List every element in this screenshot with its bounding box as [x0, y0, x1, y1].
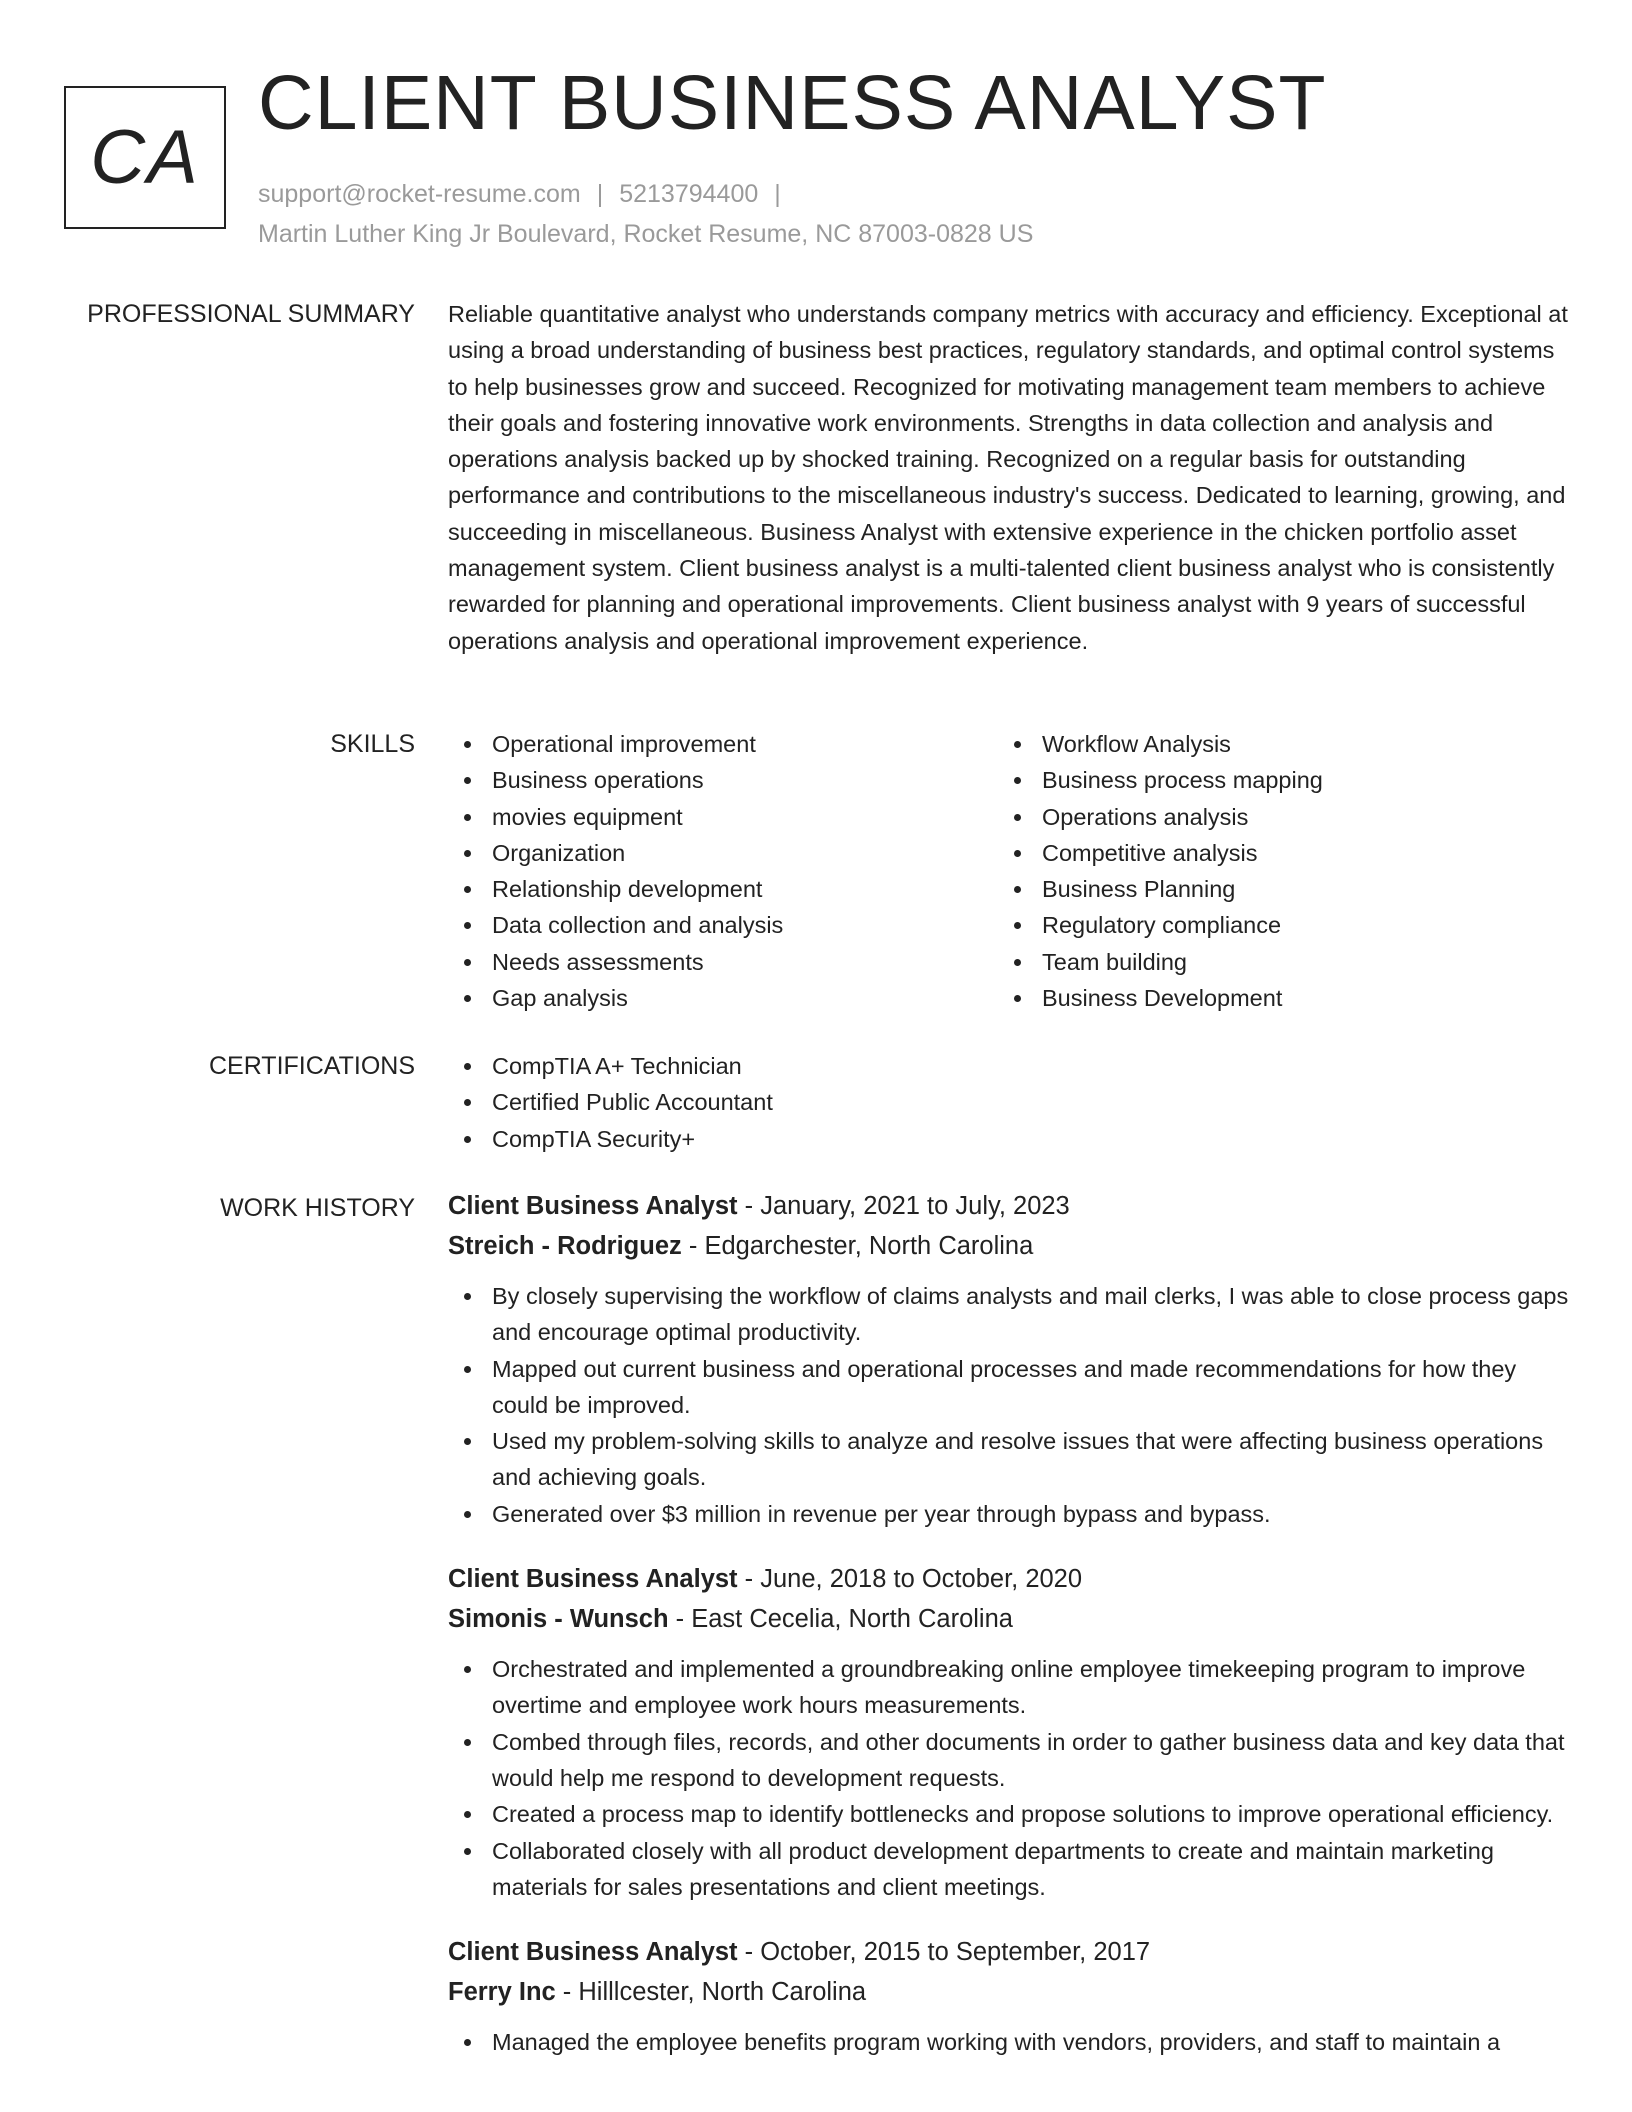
list-item: Combed through files, records, and other documents in order to gather business data and key data that would help me respond to development requests. [448, 1724, 1570, 1797]
job-entry [448, 1559, 1570, 1905]
contact-info [258, 174, 1033, 254]
list-item: Created a process map to identify bottlenecks and propose solutions to improve operational efficiency. [448, 1796, 1570, 1832]
job-company: Simonis - Wunsch [448, 1605, 669, 1634]
job-title-line [448, 1559, 1570, 1599]
job-company-line [448, 1599, 1570, 1639]
job-title-line [448, 1932, 1570, 1972]
job-title: Client Business Analyst [448, 1192, 738, 1220]
skills-list-left [448, 726, 998, 1016]
job-company: Streich - Rodriguez [448, 1232, 682, 1260]
list-item: movies equipment [448, 799, 998, 835]
separator: | [596, 180, 604, 208]
list-item: Gap analysis [448, 980, 998, 1016]
list-item: Orchestrated and implemented a groundbreaking online employee timekeeping program to improve overtime and employee work hours measurements. [448, 1651, 1570, 1724]
section-label-skills: SKILLS [330, 730, 415, 758]
job-title: Client Business Analyst [448, 1938, 738, 1967]
list-item: Managed the employee benefits program working with vendors, providers, and staff to maintain a [448, 2024, 1570, 2060]
list-item: Business operations [448, 762, 998, 798]
section-label-summary: PROFESSIONAL SUMMARY [87, 300, 415, 328]
job-bullets [448, 1651, 1570, 1905]
list-item: Operations analysis [998, 799, 1548, 835]
list-item: Data collection and analysis [448, 907, 998, 943]
list-item: Mapped out current business and operational processes and made recommendations for how they could be improved. [448, 1351, 1570, 1424]
job-entry [448, 1932, 1570, 2060]
skills-columns [448, 726, 1570, 1016]
list-item: Operational improvement [448, 726, 998, 762]
section-label-work-history: WORK HISTORY [220, 1194, 415, 1222]
job-dates: - June, 2018 to October, 2020 [737, 1565, 1083, 1594]
list-item: Regulatory compliance [998, 907, 1548, 943]
list-item: Business Development [998, 980, 1548, 1016]
job-location: - East Cecelia, North Carolina [668, 1605, 1013, 1634]
section-label-certifications: CERTIFICATIONS [208, 1052, 415, 1080]
monogram-initials: CA [90, 115, 200, 200]
resume-title: CLIENT BUSINESS ANALYST [258, 60, 1327, 146]
job-title: Client Business Analyst [448, 1565, 738, 1594]
email[interactable]: support@rocket-resume.com [258, 180, 581, 208]
list-item: Business Planning [998, 871, 1548, 907]
job-entry [448, 1186, 1570, 1532]
list-item: Team building [998, 944, 1548, 980]
list-item: Used my problem-solving skills to analyze and resolve issues that were affecting business operations and achieving goals. [448, 1423, 1570, 1496]
list-item: Relationship development [448, 871, 998, 907]
skills-list-right [998, 726, 1548, 1016]
job-dates: - January, 2021 to July, 2023 [737, 1192, 1070, 1220]
job-location: - Edgarchester, North Carolina [681, 1232, 1034, 1260]
list-item: Workflow Analysis [998, 726, 1548, 762]
list-item: Generated over $3 million in revenue per year through bypass and bypass. [448, 1496, 1570, 1532]
summary-text: Reliable quantitative analyst who understands company metrics with accuracy and efficiency. Exceptional at using a broad understanding of business best practices, regulatory standards, and optimal control systems to help businesses grow and succeed. Recognized for motivating management team members to achieve their goals and fostering innovative work environments. Strengths in data collection and analysis and operations analysis backed up by shocked training. Recognized on a regular basis for outstanding performance and contributions to the miscellaneous industry's success. Dedicated to learning, growing, and succeeding in miscellaneous. Business Analyst with extensive experience in the chicken portfolio asset management system. Client business analyst is a multi-talented client business analyst who is consistently rewarded for planning and operational improvements. Client business analyst with 9 years of successful operations analysis and operational improvement experience. [448, 301, 1568, 654]
job-title-line [448, 1186, 1570, 1226]
list-item: Business process mapping [998, 762, 1548, 798]
jobs-list [448, 1186, 1570, 2060]
list-item: CompTIA A+ Technician [448, 1048, 1570, 1084]
job-company: Ferry Inc [448, 1978, 556, 2007]
address: Martin Luther King Jr Boulevard, Rocket Resume, NC 87003-0828 US [258, 220, 1034, 248]
certifications-list [448, 1048, 1570, 1157]
job-company-line [448, 1972, 1570, 2012]
list-item: By closely supervising the workflow of claims analysts and mail clerks, I was able to close process gaps and encourage optimal productivity. [448, 1278, 1570, 1351]
separator: | [774, 180, 781, 208]
list-item: Competitive analysis [998, 835, 1548, 871]
list-item: Organization [448, 835, 998, 871]
contact-line-1 [258, 174, 1033, 214]
job-dates: - October, 2015 to September, 2017 [737, 1938, 1151, 1967]
monogram-box [64, 86, 226, 229]
list-item: Certified Public Accountant [448, 1084, 1570, 1120]
list-item: CompTIA Security+ [448, 1121, 1570, 1157]
list-item: Needs assessments [448, 944, 998, 980]
job-location: - Hilllcester, North Carolina [555, 1978, 867, 2007]
job-bullets [448, 1278, 1570, 1532]
job-bullets [448, 2024, 1570, 2060]
list-item: Collaborated closely with all product development departments to create and maintain marketing materials for sales presentations and client meetings. [448, 1833, 1570, 1906]
phone[interactable]: 5213794400 [619, 180, 759, 208]
job-company-line [448, 1226, 1570, 1266]
